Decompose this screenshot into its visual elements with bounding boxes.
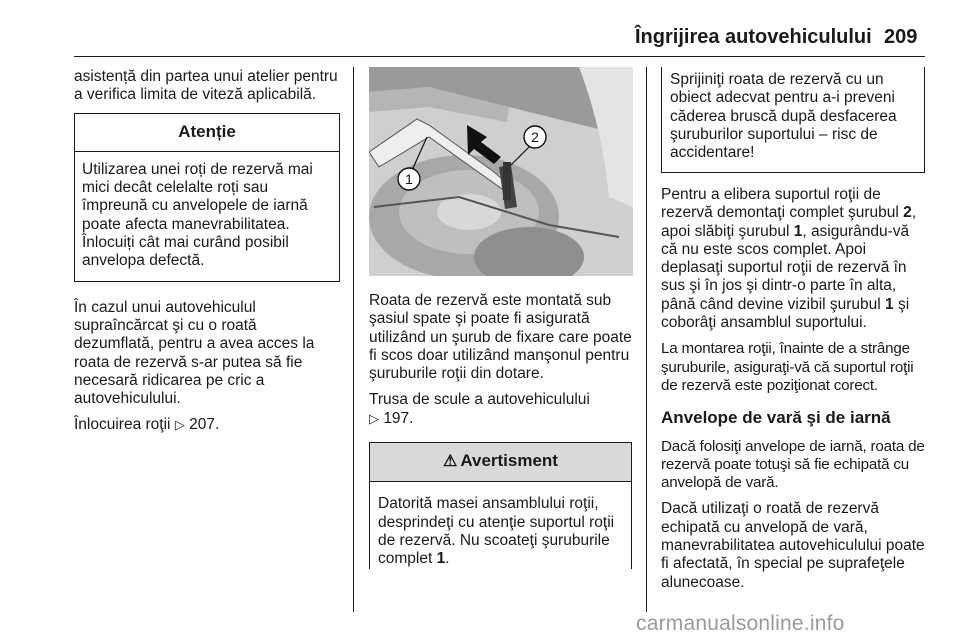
- toolkit-text: Trusa de scule a autovehiculului: [369, 391, 590, 409]
- left-column: [74, 68, 340, 443]
- caution-text: Utilizarea unei roți de rezervă mai mici decât celelalte roți sau împreună cu anvelopele de iarnă poate afecta manevrabilitatea. Înlocuiți cât mai curând posibil anvelopa defectă.: [82, 160, 313, 270]
- column-divider-left: [353, 67, 354, 612]
- spare-wheel-paragraph: Roata de rezervă este montată sub şasiul spate şi poate fi asigurată utilizând un şurub de fixare care poate fi scos doar utilizând manşonul pentru şuruburile roţii din dotare.: [369, 292, 632, 383]
- spare-wheel-figure: [369, 67, 633, 276]
- wheel-change-reference: [74, 416, 340, 434]
- callout-2-label: 2: [531, 129, 539, 145]
- page-number: 209: [884, 26, 918, 48]
- overload-paragraph: În cazul unui autovehiculul supraîncărcat şi cu o roată dezumflată, pentru a avea acces la roata de rezervă s-ar putea să fie necesară ridicarea pe cric a autovehiculului.: [74, 298, 315, 408]
- screw-1-ref: 1: [436, 550, 446, 568]
- warning-text: Datorită masei ansamblului roţii, desprindeţi cu atenţie suportul roţii de rezervă. Nu scoateţi şuruburile complet 1.: [378, 495, 615, 568]
- reference-arrow-icon: ▷: [369, 410, 379, 426]
- reference-arrow-icon: ▷: [174, 417, 185, 433]
- warning-continued-text: Sprijiniţi roata de rezervă cu un obiect adecvat pentru a-i preveni căderea bruscă după desfacerea şuruburilor suportului – risc de accidentare!: [670, 71, 897, 162]
- right-column: [661, 67, 925, 600]
- release-paragraph: Pentru a elibera suportul roţii de rezervă demontaţi complet şurubul 2, apoi slăbiţi şurubul 1, asigurându-vă că nu este scos complet. Apoi deplasaţi suportul roţii de rezervă în sus şi în jos şi dintr-o parte în alta, până când devine vizibil şurubul 1 şi coborâţi ansamblul suportului.: [661, 186, 917, 332]
- warning-triangle-icon: ⚠: [443, 453, 458, 471]
- warning-title: Avertisment: [460, 451, 558, 471]
- callout-1-label: 1: [405, 171, 413, 187]
- mounting-paragraph: La montarea roţii, înainte de a strânge şuruburile, asiguraţi-vă că suportul roţii de rezervă este poziţionat corect.: [661, 340, 914, 394]
- warning-box: [369, 442, 632, 569]
- caution-box: [74, 113, 340, 282]
- toolkit-page: 197.: [383, 409, 414, 427]
- winter-tyres-paragraph: Dacă folosiţi anvelope de iarnă, roata de rezervă poate totuşi să fie echipată cu anvelopă de vară.: [661, 437, 925, 492]
- wheel-change-text: Înlocuirea roţii: [74, 416, 171, 434]
- wheel-change-page: 207.: [189, 416, 220, 434]
- header-rule: [74, 56, 925, 57]
- column-divider-right: [646, 67, 647, 612]
- watermark: carmanualsonline.info: [636, 612, 845, 635]
- page-title: Îngrijirea autovehiculului: [635, 26, 872, 48]
- spare-wheel-illustration: [369, 67, 633, 276]
- toolkit-reference: [369, 391, 632, 428]
- summer-spare-paragraph: Dacă utilizaţi o roată de rezervă echipată cu anvelopă de vară, manevrabilitatea autovehiculului poate fi afectată, în special pe suprafeţele alunecoase.: [661, 500, 925, 591]
- intro-text: asistență din partea unui atelier pentru a verifica limita de viteză aplicabilă.: [74, 68, 338, 104]
- middle-column: [369, 67, 632, 569]
- warning-box-continued: [661, 67, 925, 173]
- caution-title: Atenție: [75, 114, 339, 152]
- warning-header: [370, 442, 631, 482]
- section-heading: Anvelope de vară şi de iarnă: [661, 408, 891, 428]
